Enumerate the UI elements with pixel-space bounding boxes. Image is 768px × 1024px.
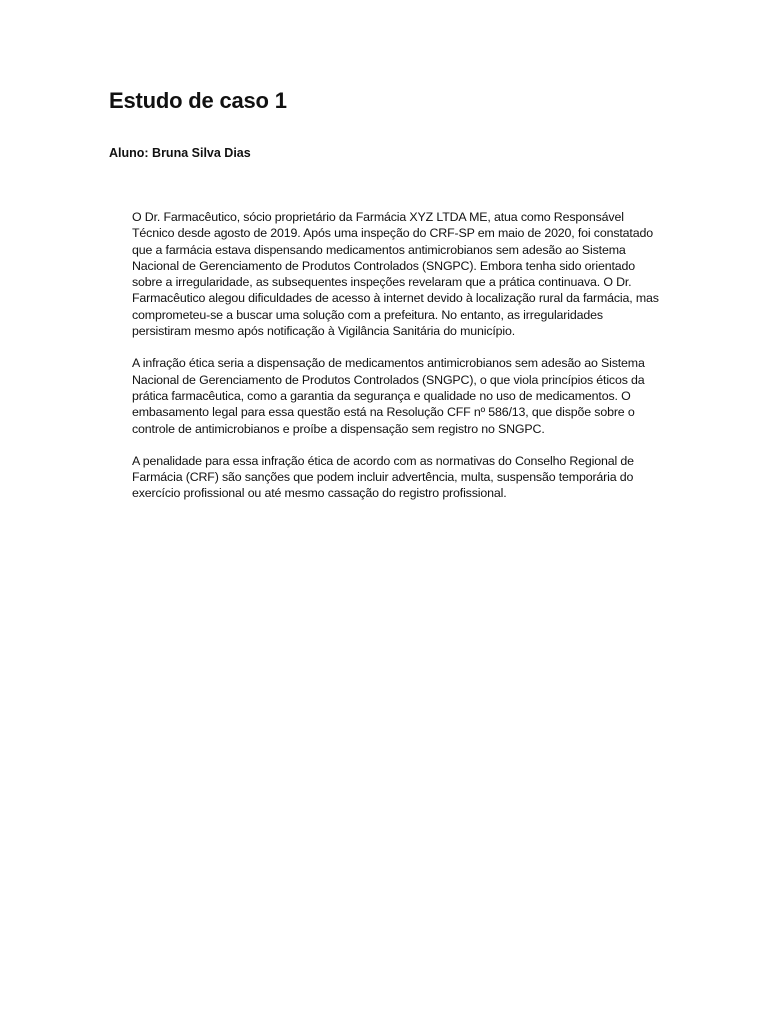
document-body	[132, 209, 662, 518]
document-title: Estudo de caso 1	[109, 88, 287, 113]
paragraph-penalty: A penalidade para essa infração ética de acordo com as normativas do Conselho Regional de Farmácia (CRF) são sanções que podem incluir advertência, multa, suspensão temporária do exercício profissional ou até mesmo cassação do registro profissional.	[132, 453, 634, 501]
author-line: Aluno: Bruna Silva Dias	[109, 146, 251, 160]
paragraph-ethical-infraction: A infração ética seria a dispensação de medicamentos antimicrobianos sem adesão ao Sistema Nacional de Gerenciamento de Produtos Controlados (SNGPC), o que viola princípios éticos da prática farmacêutica, como a garantia da segurança e qualidade no uso de medicamentos. O embasamento legal para essa questão está na Resolução CFF nº 586/13, que dispõe sobre o controle de antimicrobianos e proíbe a dispensação sem registro no SNGPC.	[132, 356, 645, 436]
paragraph-case-description: O Dr. Farmacêutico, sócio proprietário da Farmácia XYZ LTDA ME, atua como Responsável Técnico desde agosto de 2019. Após uma inspeção do CRF-SP em maio de 2020, foi constatado que a farmácia estava dispensando medicamentos antimicrobianos sem adesão ao Sistema Nacional de Gerenciamento de Produtos Controlados (SNGPC). Embora tenha sido orientado sobre a irregularidade, as subsequentes inspeções revelaram que a prática continuava. O Dr. Farmacêutico alegou dificuldades de acesso à internet devido à localização rural da farmácia, mas comprometeu-se a buscar uma solução com a prefeitura. No entanto, as irregularidades persistiram mesmo após notificação à Vigilância Sanitária do município.	[132, 210, 659, 339]
